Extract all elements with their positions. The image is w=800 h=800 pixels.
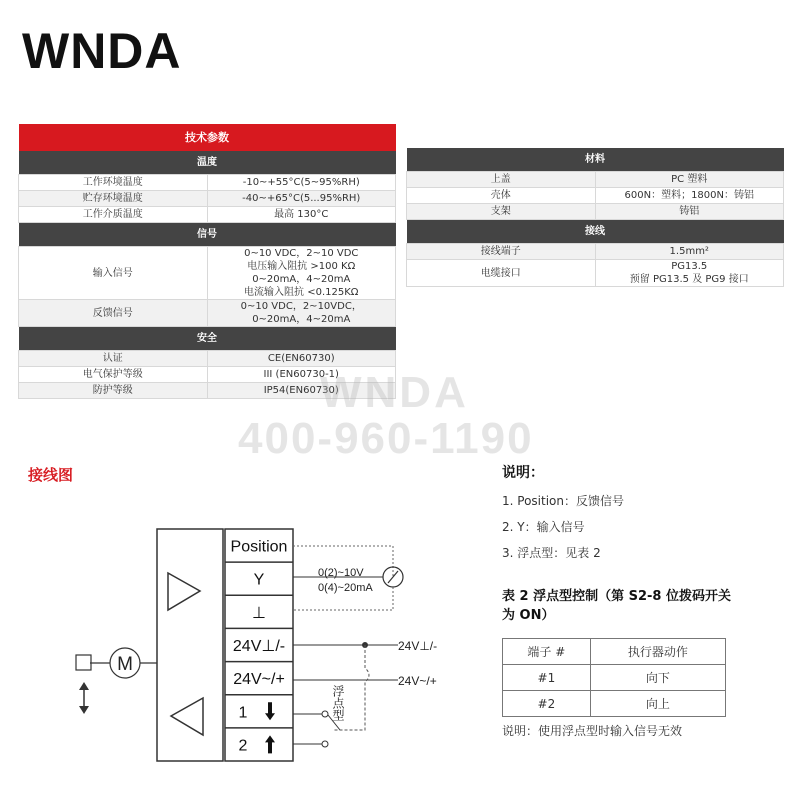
- param-name: 反馈信号: [19, 300, 208, 327]
- terminal-label: 1: [238, 704, 248, 722]
- param-value-line: 1.5mm²: [669, 246, 709, 257]
- table2-cell: #1: [503, 665, 591, 691]
- param-value: [207, 175, 396, 191]
- table2-header: 执行器动作: [590, 639, 725, 665]
- terminal-label: Position: [230, 538, 288, 556]
- watermark-brand: WNDA: [320, 368, 469, 417]
- note-line: 3. 浮点型：见表 2: [502, 546, 601, 560]
- param-name: 电缆接口: [407, 260, 596, 287]
- param-name: 贮存环境温度: [19, 191, 208, 207]
- table-row: [407, 172, 784, 188]
- section-header: 材料: [407, 148, 784, 172]
- param-value: [207, 300, 396, 327]
- wiring-title: 接线图: [28, 466, 74, 484]
- signal-range-voltage: 0(2)~10V: [318, 567, 364, 579]
- table-row: [407, 204, 784, 220]
- param-value: [595, 244, 784, 260]
- param-name: 电气保护等级: [19, 367, 208, 383]
- table-row: [19, 351, 396, 367]
- spec-table-right: [406, 148, 784, 287]
- section-header: 信号: [19, 223, 396, 247]
- terminal-label: 24V~/+: [233, 671, 285, 689]
- param-value: [207, 247, 396, 300]
- section-header: 温度: [19, 151, 396, 175]
- table-row: [407, 188, 784, 204]
- param-value-line: 预留 PG13.5 及 PG9 接口: [629, 274, 749, 285]
- param-value: [595, 172, 784, 188]
- param-name: 支架: [407, 204, 596, 220]
- param-value: [595, 260, 784, 287]
- terminal-label: 24V⊥/-: [232, 638, 286, 655]
- param-value-line: 0~10 VDC，2~10VDC，: [240, 301, 362, 312]
- table2-cell: 向下: [590, 665, 725, 691]
- param-name: 接线端子: [407, 244, 596, 260]
- param-name: 工作环境温度: [19, 175, 208, 191]
- section-header: 接线: [407, 220, 784, 244]
- watermark-phone: 400-960-1190: [238, 414, 534, 463]
- terminal-label: Y: [253, 571, 265, 589]
- table-row: [19, 175, 396, 191]
- param-value: [595, 188, 784, 204]
- table-title: 技术参数: [19, 124, 396, 151]
- param-name: 工作介质温度: [19, 207, 208, 223]
- svg-text:M: M: [117, 654, 133, 675]
- notes-heading: 说明：: [502, 465, 544, 481]
- param-value-line: PG13.5: [671, 261, 708, 272]
- table2-cell: #2: [503, 691, 591, 717]
- label-24v-minus: 24V⊥/-: [398, 639, 438, 653]
- param-value-line: 铸铝: [679, 206, 700, 217]
- table2-cell: 向上: [590, 691, 725, 717]
- param-value-line: 600N：塑料；1800N：铸铝: [624, 190, 754, 201]
- param-value-line: 0~20mA，4~20mA: [252, 314, 351, 325]
- param-value: [207, 207, 396, 223]
- param-name: 壳体: [407, 188, 596, 204]
- param-value-line: -10~+55°C(5~95%RH): [242, 177, 360, 188]
- note-line: 2. Y：输入信号: [502, 520, 585, 534]
- param-value-line: 电压输入阻抗 >100 KΩ: [247, 261, 356, 272]
- table-row: [19, 247, 396, 300]
- param-value-line: 0~20mA，4~20mA: [252, 274, 351, 285]
- signal-range-current: 0(4)~20mA: [318, 582, 373, 594]
- label-24v-plus: 24V~/+: [398, 674, 437, 688]
- param-value-line: III (EN60730-1): [263, 369, 339, 380]
- table-row: [407, 244, 784, 260]
- actuator-body: [157, 529, 223, 761]
- param-value-line: PC 塑料: [671, 174, 708, 185]
- output-amplifier-icon: [171, 698, 203, 735]
- param-value: [595, 204, 784, 220]
- notes-block: [502, 462, 792, 570]
- table2-title: 表 2 浮点型控制（第 S2-8 位拨码开关为 ON）: [502, 589, 731, 623]
- terminal-label: ⊥: [252, 604, 266, 622]
- spec-table-left: [18, 124, 396, 399]
- wiring-diagram: [0, 490, 480, 780]
- table-row: [19, 191, 396, 207]
- param-name: 认证: [19, 351, 208, 367]
- param-value-line: 最高 130°C: [274, 209, 329, 220]
- float-label: 浮点型: [331, 685, 345, 721]
- input-amplifier-icon: [168, 573, 200, 610]
- table2-header: 端子 #: [503, 639, 591, 665]
- param-value-line: 电流输入阻抗 <0.125KΩ: [244, 287, 359, 298]
- param-name: 输入信号: [19, 247, 208, 300]
- table-row: [407, 260, 784, 287]
- table2: [502, 638, 726, 717]
- table2-note: 说明：使用浮点型时输入信号无效: [502, 724, 683, 738]
- param-value: [207, 351, 396, 367]
- brand-logo: WNDA: [22, 23, 182, 79]
- param-value-line: 0~10 VDC，2~10 VDC: [244, 248, 359, 259]
- terminal-label: 2: [238, 737, 248, 755]
- param-value: [207, 191, 396, 207]
- param-value-line: CE(EN60730): [267, 353, 335, 364]
- param-value-line: -40~+65°C(5...95%RH): [242, 193, 361, 204]
- param-value-line: IP54(EN60730): [263, 385, 339, 396]
- param-name: 防护等级: [19, 383, 208, 399]
- table-row: [19, 300, 396, 327]
- section-header: 安全: [19, 327, 396, 351]
- note-line: 1. Position：反馈信号: [502, 494, 624, 508]
- param-name: 上盖: [407, 172, 596, 188]
- arrow-down-icon: [265, 702, 275, 720]
- table-row: [19, 207, 396, 223]
- arrow-up-icon: [265, 735, 275, 753]
- valve-icon: [76, 655, 91, 670]
